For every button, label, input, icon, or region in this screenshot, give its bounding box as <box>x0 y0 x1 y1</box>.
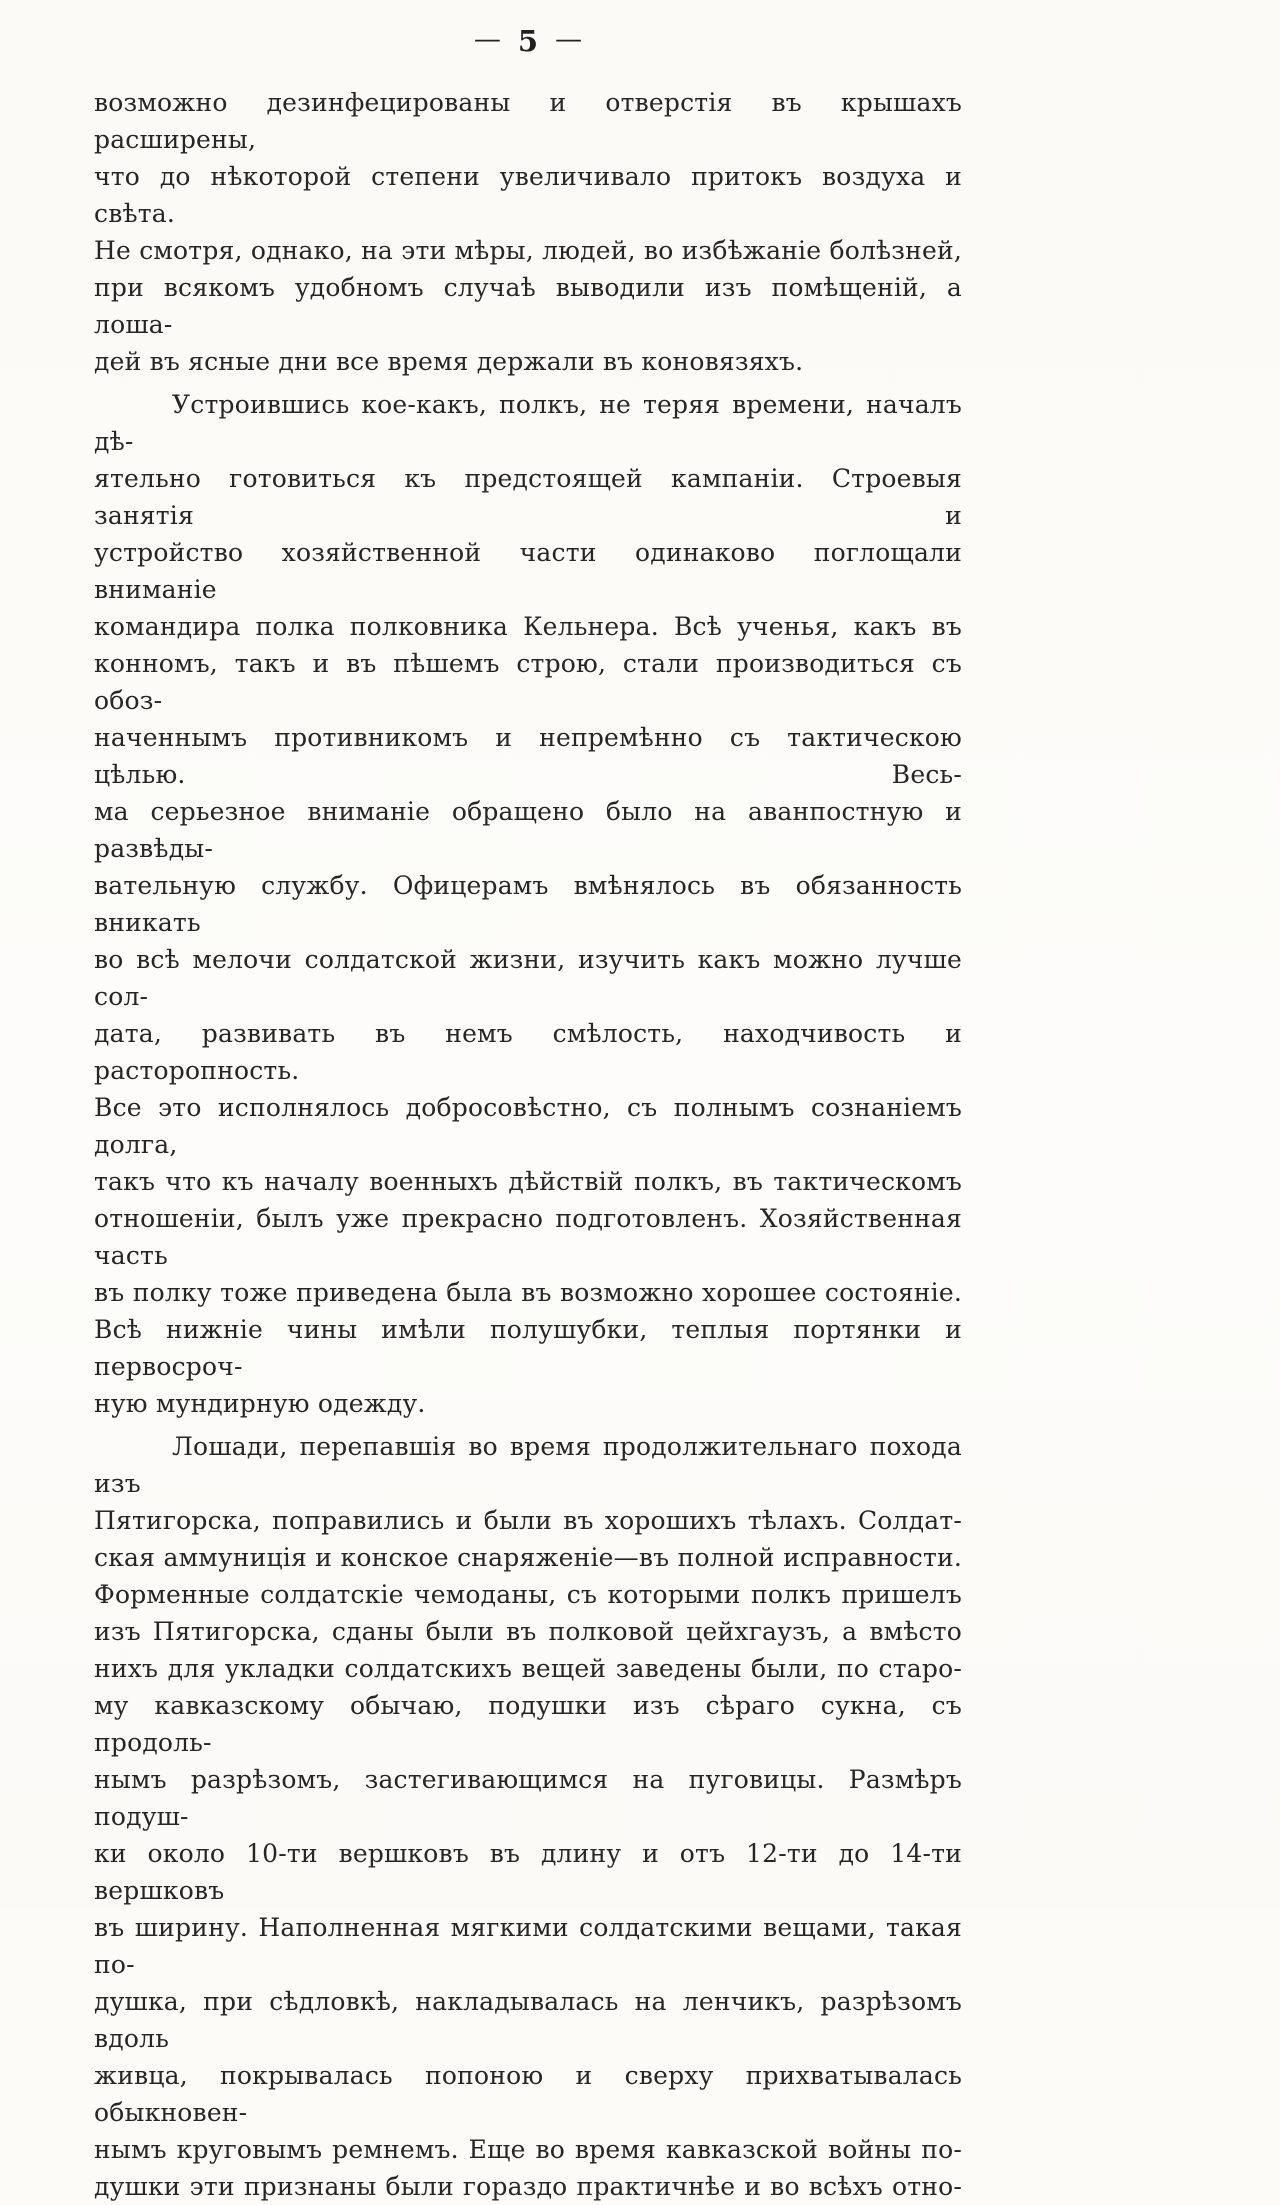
paragraph-2 <box>94 386 962 1422</box>
page-header <box>94 24 962 66</box>
text-line: дей въ ясные дни все время держали въ коновязяхъ. <box>94 347 804 376</box>
text-line: изъ Пятигорска, сданы были въ полковой цейхгаузъ, а вмѣсто <box>94 1617 962 1646</box>
text-line: нымъ круговымъ ремнемъ. Еще во время кавказской войны по- <box>94 2135 962 2164</box>
text-line: конномъ, такъ и въ пѣшемъ строю, стали производиться съ обоз- <box>94 649 962 715</box>
text-line: Не смотря, однако, на эти мѣры, людей, во избѣжаніе болѣзней, <box>94 236 962 265</box>
text-line: во всѣ мелочи солдатской жизни, изучить какъ можно лучше сол- <box>94 945 962 1011</box>
text-line: ская аммуниція и конское снаряженіе—въ полной исправности. <box>94 1543 962 1572</box>
text-line: такъ что къ началу военныхъ дѣйствій полкъ, въ тактическомъ <box>94 1167 962 1196</box>
text-line: ма серьезное вниманіе обращено было на аванпостную и развѣды- <box>94 797 962 863</box>
text-line: командира полка полковника Кельнера. Всѣ ученья, какъ въ <box>94 612 962 641</box>
text-line: что до нѣкоторой степени увеличивало притокъ воздуха и свѣта. <box>94 162 962 228</box>
text-block <box>94 24 962 2205</box>
text-line: нымъ разрѣзомъ, застегивающимся на пуговицы. Размѣръ подуш- <box>94 1765 962 1831</box>
text-line: ятельно готовиться къ предстоящей кампаніи. Строевыя занятія и <box>94 464 962 530</box>
text-line: въ полку тоже приведена была въ возможно хорошее состояніе. <box>94 1278 962 1307</box>
header-dash-right: — <box>555 24 583 55</box>
text-line: Всѣ нижніе чины имѣли полушубки, теплыя портянки и первосроч- <box>94 1315 962 1381</box>
text-line: ную мундирную одежду. <box>94 1389 426 1418</box>
page-number: 5 <box>517 24 539 58</box>
text-line: вательную службу. Офицерамъ вмѣнялось въ обязанность вникать <box>94 871 962 937</box>
text-line: душка, при сѣдловкѣ, накладывалась на ленчикъ, разрѣзомъ вдоль <box>94 1987 962 2053</box>
paragraph-3 <box>94 1428 962 2205</box>
header-dash-left: — <box>473 24 501 55</box>
text-line: Лошади, перепавшія во время продолжительнаго похода изъ <box>94 1432 962 1498</box>
text-line: въ ширину. Наполненная мягкими солдатскими вещами, такая по- <box>94 1913 962 1979</box>
text-line: му кавказскому обычаю, подушки изъ сѣраго сукна, съ продоль- <box>94 1691 962 1757</box>
text-line: при всякомъ удобномъ случаѣ выводили изъ помѣщеній, а лоша- <box>94 273 962 339</box>
text-line: Все это исполнялось добросовѣстно, съ полнымъ сознаніемъ долга, <box>94 1093 962 1159</box>
text-line: Форменные солдатскіе чемоданы, съ которыми полкъ пришелъ <box>94 1580 962 1609</box>
text-line: душки эти признаны были гораздо практичнѣе и во всѣхъ отно- <box>94 2172 962 2201</box>
text-line: Пятигорска, поправились и были въ хорошихъ тѣлахъ. Солдат- <box>94 1506 962 1535</box>
paragraph-1 <box>94 84 962 380</box>
text-line: дата, развивать въ немъ смѣлость, находчивость и расторопность. <box>94 1019 962 1085</box>
text-line: устройство хозяйственной части одинаково поглощали вниманіе <box>94 538 962 604</box>
text-line: отношеніи, былъ уже прекрасно подготовленъ. Хозяйственная часть <box>94 1204 962 1270</box>
text-line: возможно дезинфецированы и отверстія въ крышахъ расширены, <box>94 88 962 154</box>
text-line: наченнымъ противникомъ и непремѣнно съ тактическою цѣлью. Весь- <box>94 723 962 789</box>
text-line: ки около 10-ти вершковъ въ длину и отъ 12-ти до 14-ти вершковъ <box>94 1839 962 1905</box>
text-line: Устроившись кое-какъ, полкъ, не теряя времени, началъ дѣ- <box>94 390 962 456</box>
text-line: живца, покрывалась попоною и сверху прихватывалась обыкновен- <box>94 2061 962 2127</box>
text-line: нихъ для укладки солдатскихъ вещей заведены были, по старо- <box>94 1654 962 1683</box>
